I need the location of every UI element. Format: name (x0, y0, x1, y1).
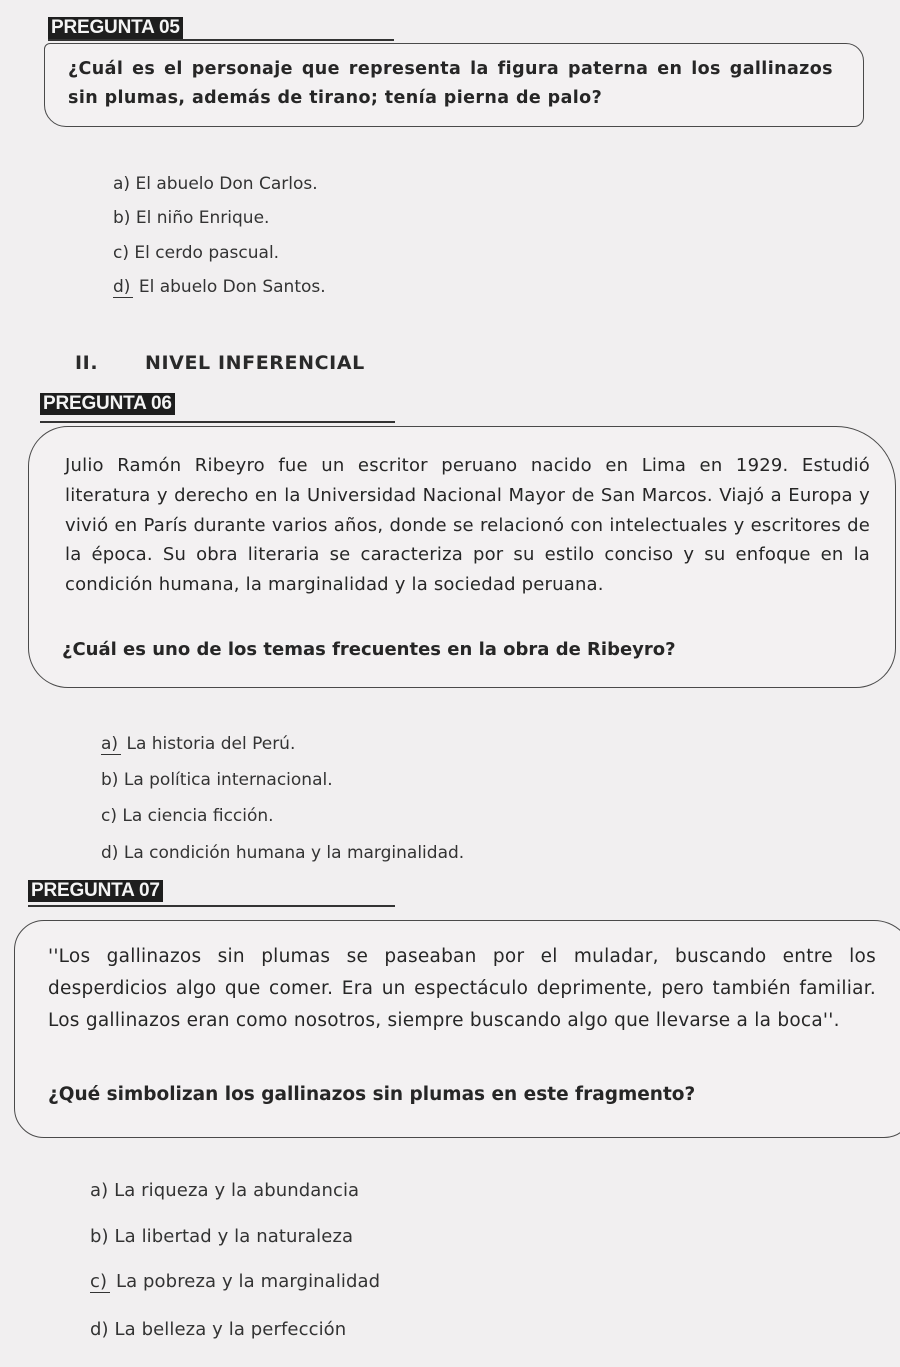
option-text: El niño Enrique. (135, 208, 270, 228)
question-5-text: ¿Cuál es el personaje que representa la figura paterna en los gallinazos sin plumas, además de tirano; tenía pierna de palo? (68, 59, 833, 108)
question-7-passage: ''Los gallinazos sin plumas se paseaban por el muladar, buscando entre los desperdicios algo que comer. Era un espectáculo deprimente, pero también familiar. Los gallinazos eran como nosotros, siempre buscando algo que llevarse a la boca''. (48, 946, 876, 1031)
question-5-underline (48, 39, 394, 41)
question-6-tag: PREGUNTA 06 (40, 393, 175, 415)
q5-option-b[interactable] (113, 208, 269, 228)
question-6-text: ¿Cuál es uno de los temas frecuentes en la obra de Ribeyro? (62, 639, 676, 660)
option-letter-marked: c) (90, 1271, 110, 1293)
q6-option-c[interactable] (101, 806, 274, 826)
option-text: La pobreza y la marginalidad (115, 1271, 381, 1292)
option-text: El abuelo Don Carlos. (135, 174, 318, 194)
option-text: La condición humana y la marginalidad. (123, 843, 465, 863)
option-letter: d) (90, 1319, 109, 1340)
q7-option-b[interactable] (90, 1226, 353, 1247)
option-letter-marked: a) (101, 734, 121, 755)
q7-option-d[interactable] (90, 1319, 346, 1340)
option-letter: c) (113, 243, 129, 263)
question-7-underline (28, 905, 395, 907)
option-letter: b) (90, 1226, 109, 1247)
q7-option-a[interactable] (90, 1180, 359, 1201)
question-7-text: ¿Qué simbolizan los gallinazos sin plumas en este fragmento? (48, 1084, 696, 1105)
q5-option-a[interactable] (113, 174, 318, 194)
option-text: La historia del Perú. (126, 734, 296, 754)
question-5-tag: PREGUNTA 05 (48, 17, 183, 39)
section-title: NIVEL INFERENCIAL (145, 352, 365, 374)
option-letter: b) (101, 770, 119, 790)
q7-option-c[interactable] (90, 1271, 380, 1293)
q6-option-a[interactable] (101, 734, 295, 755)
option-letter: a) (90, 1180, 109, 1201)
option-text: La belleza y la perfección (114, 1319, 347, 1340)
option-text: La ciencia ficción. (122, 806, 274, 826)
option-letter: c) (101, 806, 117, 826)
option-text: El abuelo Don Santos. (138, 277, 326, 297)
q5-option-d[interactable] (113, 277, 326, 298)
q6-option-b[interactable] (101, 770, 333, 790)
question-6-passage: Julio Ramón Ribeyro fue un escritor peruano nacido en Lima en 1929. Estudió literatura y derecho en la Universidad Nacional Mayor de San Marcos. Viajó a Europa y vivió en París durante varios años, donde se relacionó con intelectuales y escritores de la época. Su obra literaria se caracteriza por su estilo conciso y su enfoque en la condición humana, la marginalidad y la sociedad peruana. (65, 455, 870, 596)
q6-option-d[interactable] (101, 843, 464, 863)
option-text: La política internacional. (123, 770, 333, 790)
option-text: El cerdo pascual. (134, 243, 280, 263)
option-letter: b) (113, 208, 131, 228)
option-text: La riqueza y la abundancia (114, 1180, 360, 1201)
option-letter: d) (101, 843, 119, 863)
q5-option-c[interactable] (113, 243, 279, 263)
option-text: La libertad y la naturaleza (114, 1226, 354, 1247)
option-letter-marked: d) (113, 277, 133, 298)
question-6-underline (40, 421, 395, 423)
option-letter: a) (113, 174, 131, 194)
section-number: II. (75, 352, 99, 374)
question-7-tag: PREGUNTA 07 (28, 880, 163, 902)
